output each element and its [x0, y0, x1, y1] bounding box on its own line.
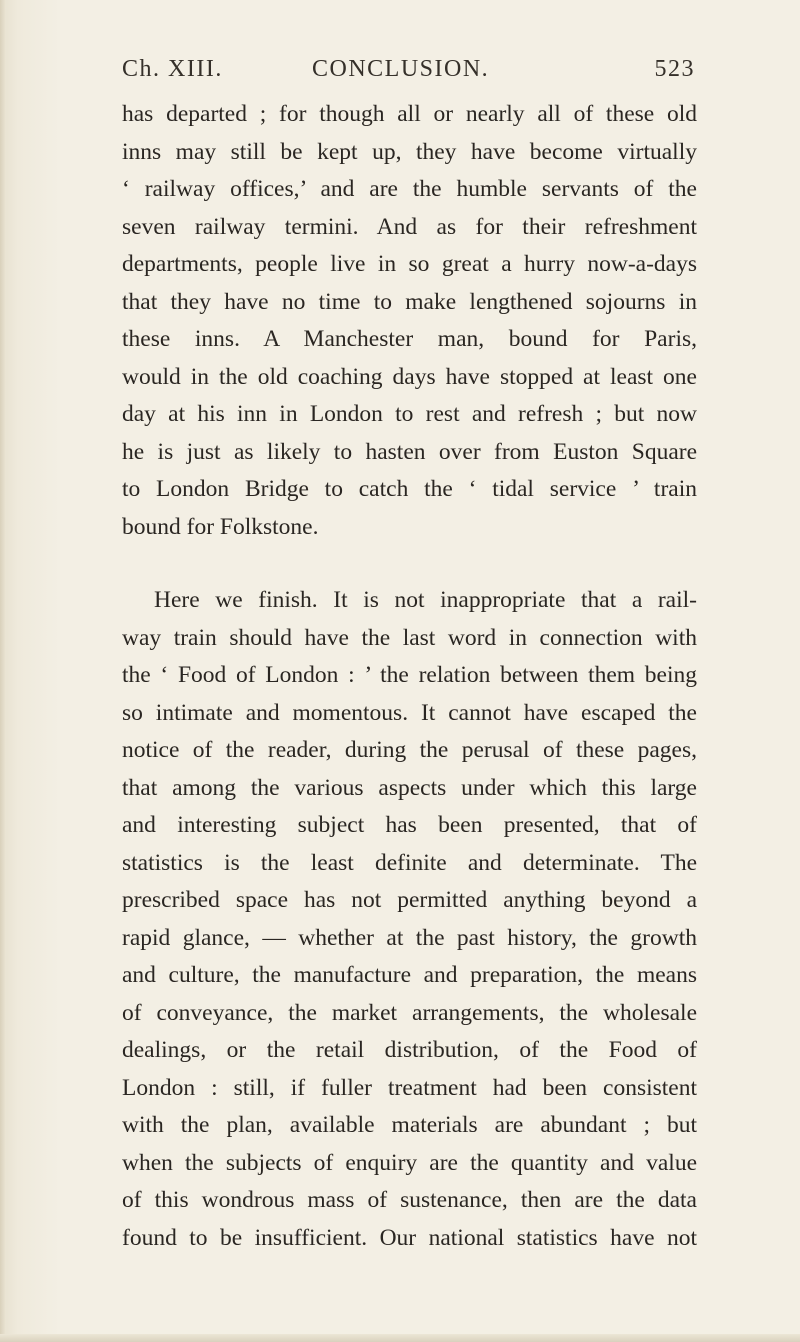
page-bottom-edge [0, 1334, 800, 1342]
text-line: when the subjects of enquiry are the quantity and value [122, 1149, 697, 1176]
text-line: day at his inn in London to rest and refresh ; but now [122, 401, 697, 427]
text-line: has departed ; for though all or nearly all of these old [122, 101, 697, 127]
text-line: so intimate and momentous. It cannot have escaped the [122, 699, 697, 726]
paragraph-2 [122, 582, 697, 1257]
text-line: way train should have the last word in connection with [122, 624, 697, 651]
chapter-label: Ch. XIII. [122, 56, 223, 82]
text-line: that they have no time to make lengthened sojourns in [122, 288, 697, 315]
page-number: 523 [654, 56, 695, 82]
text-line: to London Bridge to catch the ‘ tidal service ’ train [122, 476, 697, 502]
text-line: found to be insufficient. Our national statistics have not [122, 1224, 697, 1251]
text-line: the ‘ Food of London : ’ the relation between them being [122, 662, 697, 688]
text-line: of this wondrous mass of sustenance, then are the data [122, 1187, 697, 1213]
text-line: departments, people live in so great a hurry now-a-days [122, 251, 697, 277]
text-line: rapid glance, — whether at the past history, the growth [122, 924, 697, 951]
text-line: prescribed space has not permitted anything beyond a [122, 887, 697, 913]
page-gutter-edge [0, 0, 6, 1342]
text-line: ‘ railway offices,’ and are the humble servants of the [122, 176, 697, 202]
chapter-title: CONCLUSION. [312, 56, 490, 82]
text-line: dealings, or the retail distribution, of the Food of [122, 1037, 697, 1063]
text-line: and interesting subject has been presented, that of [122, 812, 697, 838]
text-line: notice of the reader, during the perusal of these pages, [122, 737, 697, 763]
paragraph-gap [122, 546, 697, 582]
paragraph-1 [122, 96, 697, 546]
text-line: of conveyance, the market arrangements, the wholesale [122, 999, 697, 1026]
text-line: bound for Folkstone. [122, 513, 319, 540]
text-line: seven railway termini. And as for their refreshment [122, 213, 697, 240]
running-head [122, 56, 695, 88]
text-line: that among the various aspects under which this large [122, 774, 697, 801]
text-line: he is just as likely to hasten over from Euston Square [122, 438, 697, 465]
body-text [122, 96, 697, 1257]
text-line: London : still, if fuller treatment had been consistent [122, 1074, 697, 1101]
text-line: statistics is the least definite and determinate. The [122, 849, 697, 876]
text-line: these inns. A Manchester man, bound for Paris, [122, 326, 697, 352]
text-line: and culture, the manufacture and preparation, the means [122, 962, 697, 988]
text-line: inns may still be kept up, they have become virtually [122, 138, 697, 165]
text-line: would in the old coaching days have stopped at least one [122, 363, 697, 390]
text-line: with the plan, available materials are abundant ; but [122, 1112, 697, 1138]
text-line: Here we finish. It is not inappropriate that a rail- [154, 587, 697, 613]
